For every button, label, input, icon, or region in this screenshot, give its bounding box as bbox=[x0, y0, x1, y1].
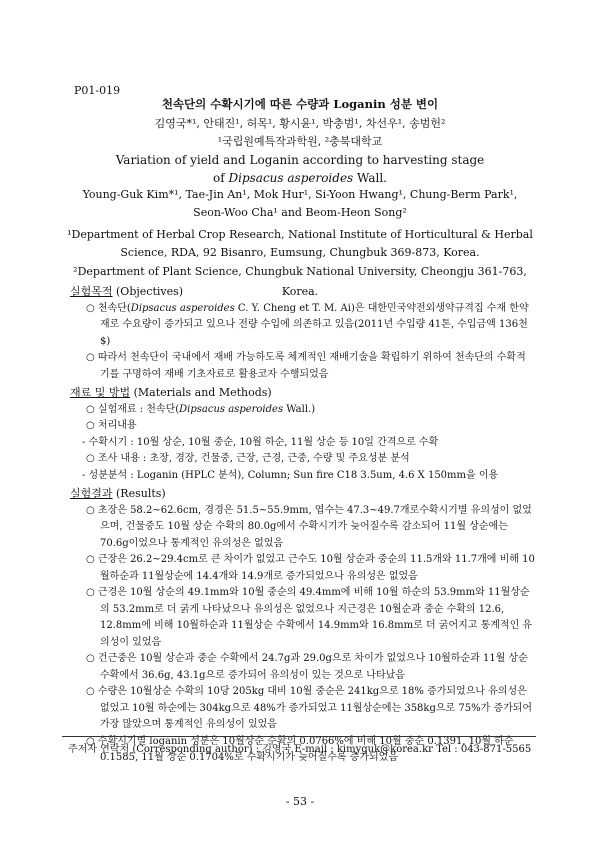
korean-authors: 김영국*¹, 안태진¹, 허목¹, 황시윤¹, 박충범¹, 차선우¹, 송범헌² bbox=[154, 117, 446, 130]
corresponding-author-contact: 주저자 연락처 (Corresponding author) : 김영국 E-mail : kimyguk@korea.kr Tel : 043-871-5565 bbox=[68, 744, 532, 755]
method-item-2: ○ 처리내용 bbox=[86, 420, 137, 431]
english-title-line1: Variation of yield and Loganin according to harvesting stage bbox=[115, 153, 485, 167]
results-heading bbox=[70, 486, 535, 503]
results-heading-en: (Results) bbox=[116, 487, 166, 500]
method-item-3: ○ 조사 내용 : 초장, 경장, 건물중, 근장, 근경, 근중, 수량 및 주요성분 분석 bbox=[86, 453, 410, 464]
affiliation-1-line1: ¹Department of Herbal Crop Research, National Institute of Horticultural & Herbal bbox=[67, 228, 533, 241]
method-item-2a: - 수확시기 : 10월 상순, 10월 중순, 10월 하순, 11월 상순 등 10일 간격으로 수확 bbox=[82, 436, 439, 448]
korean-affiliations: ¹국립원예특작과학원, ²충북대학교 bbox=[217, 135, 383, 148]
english-title-species: Dipsacus asperoides bbox=[228, 171, 354, 185]
english-authors-line2: Seon-Woo Cha¹ and Beom-Heon Song² bbox=[193, 206, 407, 219]
page-number: - 53 - bbox=[285, 795, 315, 808]
methods-heading-ko: 재료 및 방법 bbox=[70, 386, 131, 399]
objectives-heading bbox=[70, 284, 535, 301]
methods-heading bbox=[70, 385, 535, 402]
result-item-2: ○ 근장은 26.2~29.4cm로 큰 차이가 없었고 근수도 10월 상순과 중순의 11.5개와 11.7개에 비해 10월하순과 11월상순에 14.4개와 14.9개로 증가되었으나 유의성은 없었음 bbox=[86, 554, 535, 582]
objective-item-2: ○ 따라서 천속단이 국내에서 재배 가능하도록 체계적인 재배기술을 확립하기 위하여 천속단의 수확적기를 구명하여 재배 기초자료로 활용코자 수행되었음 bbox=[86, 352, 526, 380]
method-item-1: ○ 실험재료 : 천속단(Dipsacus asperoides Wall.) bbox=[86, 403, 316, 415]
result-item-3: ○ 근경은 10월 상순의 49.1mm와 10월 중순의 49.4mm에 비해 10월 하순의 53.9mm와 11월상순의 53.2mm로 더 굵게 나타났으나 유의성은 없었으나 지근경은 10월순과 중순 수확의 12.6, 12.8mm에 비해 10월하순과 11월상순 수확에서 14.9mm와 16.8mm로 더 굵어지고 통계적인 유의성이 있었음 bbox=[86, 587, 533, 648]
objective-item-1: ○ 천속단(Dipsacus asperoides C. Y. Cheng et T. M. Ai)은 대한민국약전외생약규격집 수재 한약재로 수요량이 증가되고 있으나 전량 수입에 의존하고 있음(2011년 수입량 41톤, 수입금액 136천$) bbox=[86, 302, 529, 347]
footnote-divider bbox=[62, 736, 536, 737]
results-heading-ko: 실험결과 bbox=[70, 487, 113, 500]
english-title-suffix: Wall. bbox=[357, 171, 387, 185]
result-item-1: ○ 초장은 58.2~62.6cm, 경경은 51.5~55.9mm, 엽수는 47.3~49.7개로수확시기별 유의성이 없었으며, 건물중도 10월 상순 수확의 80.0g에서 수확시기가 늦어질수록 감소되어 11월 상순에는 70.6g이었으나 통계적인 유의성은 없었음 bbox=[86, 504, 532, 549]
affiliation-1 bbox=[60, 226, 540, 262]
english-authors bbox=[60, 186, 540, 222]
english-title-line2 bbox=[60, 168, 540, 188]
abstract-body bbox=[70, 282, 535, 767]
affiliation-1-line2: Science, RDA, 92 Bisanro, Eumsung, Chungbuk 369-873, Korea. bbox=[120, 246, 480, 259]
objectives-heading-ko: 실험목적 bbox=[70, 285, 113, 298]
affiliation-2: ²Department of Plant Science, Chungbuk National University, Cheongju 361-763, Korea. bbox=[73, 265, 527, 298]
objectives-heading-en: (Objectives) bbox=[116, 285, 184, 298]
korean-title: 천속단의 수확시기에 따른 수량과 Loganin 성분 변이 bbox=[161, 97, 439, 111]
result-item-5: ○ 수량은 10월상순 수확의 10당 205kg 대비 10월 중순은 241kg으로 18% 증가되었으나 유의성은 없었고 10월 하순에는 304kg으로 48%가 증가되었고 11월상순에는 358kg으로 75%가 증가되어 가장 많았으며 통계적인 유의성이 있었음 bbox=[86, 686, 533, 730]
result-item-4: ○ 건근중은 10월 상순과 중순 수확에서 24.7g과 29.0g으로 차이가 없었으나 10월하순과 11월 상순 수확에서 36.6g, 43.1g으로 증가되어 유의성이 있는 것으로 나타났음 bbox=[86, 653, 528, 681]
result-item-6: ○ 수확시기별 loganin 성분은 10월상순 수확의 0.0766%에 비해 10월 중순 0.1391, 10월 하순 0.1585, 11월 상순 0.1704%로 수확시기가 늦어질수록 증가되었음 bbox=[86, 735, 514, 763]
methods-heading-en: (Materials and Methods) bbox=[133, 386, 272, 399]
english-title-prefix: of bbox=[213, 171, 225, 185]
method-item-3a: - 성분분석 : Loganin (HPLC 분석), Column; Sun fire C18 3.5um, 4.6 X 150mm을 이용 bbox=[82, 469, 499, 481]
english-authors-line1: Young-Guk Kim*¹, Tae-Jin An¹, Mok Hur¹, Si-Yoon Hwang¹, Chung-Berm Park¹, bbox=[82, 188, 518, 201]
abstract-code: P01-019 bbox=[74, 84, 121, 97]
